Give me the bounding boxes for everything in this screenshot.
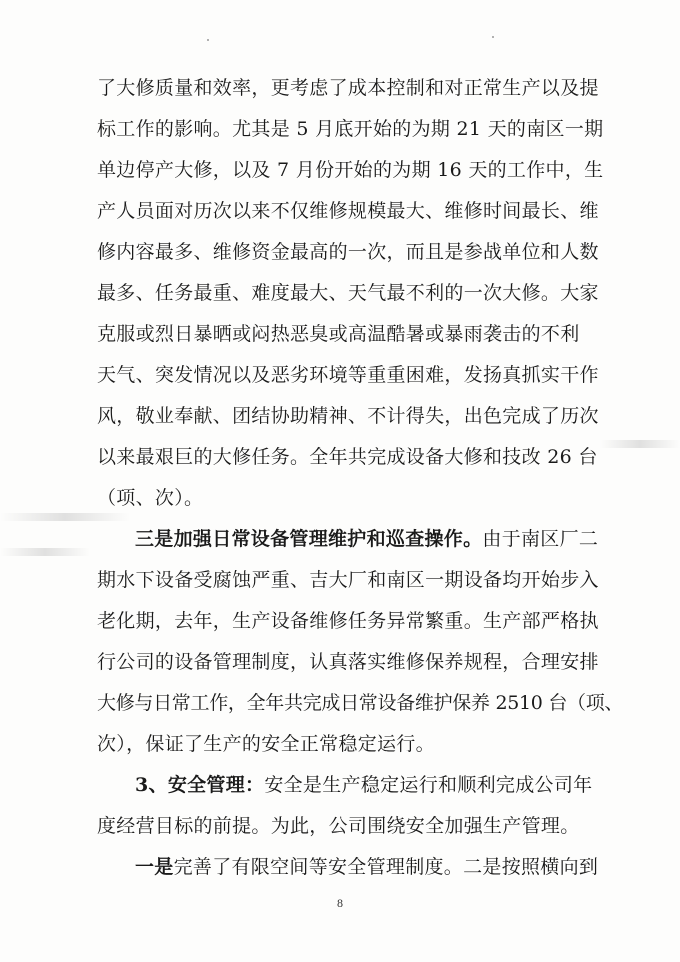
text-line: 天气、突发情况以及恶劣环境等重重困难，发扬真抓实干作 xyxy=(97,364,599,386)
text-line xyxy=(135,773,592,797)
section-lead: 三是加强日常设备管理维护和巡查操作。 xyxy=(135,528,483,550)
text-line xyxy=(135,855,598,879)
scan-speck xyxy=(207,39,209,41)
text-line: 标工作的影响。尤其是 5 月底开始的为期 21 天的南区一期 xyxy=(97,118,604,140)
text-line: 度经营目标的前提。为此，公司围绕安全加强生产管理。 xyxy=(97,815,580,837)
text-line: 期水下设备受腐蚀严重、吉大厂和南区一期设备均开始步入 xyxy=(97,569,599,591)
text-line: 风，敬业奉献、团结协助精神、不计得失，出色完成了历次 xyxy=(97,405,599,427)
scan-smudge xyxy=(600,440,680,448)
scan-smudge xyxy=(0,513,130,521)
text-line: 了大修质量和效率，更考虑了成本控制和对正常生产以及提 xyxy=(97,77,599,99)
text-line: 老化期，去年，生产设备维修任务异常繁重。生产部严格执 xyxy=(97,610,599,632)
section-lead: 一是 xyxy=(135,856,174,878)
text-line xyxy=(135,527,598,551)
page-number: 8 xyxy=(337,896,343,910)
scan-speck xyxy=(492,36,494,38)
lead-continuation: 由于南区厂二 xyxy=(482,528,599,550)
lead-continuation: 安全是生产稳定运行和顺利完成公司年 xyxy=(264,774,593,796)
text-line: 克服或烈日暴晒或闷热恶臭或高温酷暑或暴雨袭击的不利 xyxy=(97,323,580,345)
text-line: 产人员面对历次以来不仅维修规模最大、维修时间最长、维 xyxy=(97,200,599,222)
text-line: 次），保证了生产的安全正常稳定运行。 xyxy=(97,733,435,755)
scan-smudge xyxy=(0,548,90,556)
text-line: 以来最艰巨的大修任务。全年共完成设备大修和技改 26 台 xyxy=(97,446,598,468)
text-line: 行公司的设备管理制度，认真落实维修保养规程，合理安排 xyxy=(97,651,599,673)
lead-continuation: 完善了有限空间等安全管理制度。二是按照横向到 xyxy=(173,856,599,878)
text-line: 大修与日常工作，全年共完成日常设备维护保养 2510 台（项、 xyxy=(97,692,624,714)
text-line: 单边停产大修，以及 7 月份开始的为期 16 天的工作中，生 xyxy=(97,159,604,181)
text-line: 修内容最多、维修资金最高的一次，而且是参战单位和人数 xyxy=(97,241,599,263)
text-line: 最多、任务最重、难度最大、天气最不利的一次大修。大家 xyxy=(97,282,599,304)
section-heading: 3、安全管理： xyxy=(135,774,265,796)
text-line: （项、次）。 xyxy=(97,487,204,509)
